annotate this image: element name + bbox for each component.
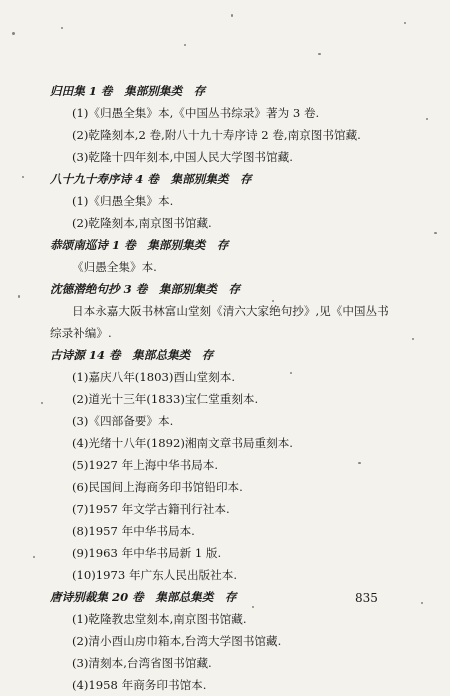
entry-heading: 归田集 1 卷 集部别集类 存 (50, 84, 206, 98)
scan-speckle (426, 118, 428, 120)
page-number: 835 (355, 591, 378, 605)
edition-line: (3)《四部备要》本. (72, 414, 174, 428)
edition-line: (3)乾隆十四年刻本,中国人民大学图书馆藏. (72, 150, 293, 164)
scan-speckle (231, 14, 233, 17)
scan-speckle (12, 32, 15, 35)
entry-heading: 古诗源 14 卷 集部总集类 存 (50, 348, 214, 362)
edition-line: (2)道光十三年(1833)宝仁堂重刻本. (72, 392, 259, 406)
scan-speckle (412, 338, 414, 340)
edition-line: 《归愚全集》本. (72, 260, 157, 274)
scan-speckle (22, 176, 24, 178)
edition-line: (7)1957 年文学古籍刊行社本. (72, 502, 230, 516)
entry-heading: 唐诗别裁集 20 卷 集部总集类 存 (50, 590, 237, 604)
edition-line: (2)乾隆刻本,2 卷,附八十九十寿序诗 2 卷,南京图书馆藏. (72, 128, 361, 142)
edition-line: (1)《归愚全集》本. (72, 194, 174, 208)
scan-speckle (404, 22, 406, 24)
entry-heading: 沈德潜绝句抄 3 卷 集部别集类 存 (50, 282, 241, 296)
edition-line: (4)1958 年商务印书馆本. (72, 678, 207, 692)
scan-speckle (61, 27, 63, 29)
scan-speckle (434, 232, 437, 234)
scan-speckle (41, 402, 43, 404)
edition-line: (5)1927 年上海中华书局本. (72, 458, 219, 472)
edition-line: (8)1957 年中华书局本. (72, 524, 195, 538)
scan-speckle (33, 556, 35, 558)
edition-line: (6)民国间上海商务印书馆铅印本. (72, 480, 243, 494)
edition-line-continuation: 综录补编》. (50, 326, 112, 340)
edition-line: (3)清刻本,台湾省图书馆藏. (72, 656, 212, 670)
edition-line: (2)清小酉山房巾箱本,台湾大学图书馆藏. (72, 634, 282, 648)
scan-speckle (184, 44, 186, 46)
entry-heading: 恭颂南巡诗 1 卷 集部别集类 存 (50, 238, 229, 252)
entry-heading: 八十九十寿序诗 4 卷 集部别集类 存 (50, 172, 252, 186)
scan-speckle (18, 295, 20, 298)
edition-line: (1)《归愚全集》本,《中国丛书综录》著为 3 卷. (72, 106, 320, 120)
edition-line: (10)1973 年广东人民出版社本. (72, 568, 238, 582)
edition-line: 日本永嘉大阪书林富山堂刻《清六大家绝句抄》,见《中国丛书 (72, 304, 389, 318)
edition-line: (9)1963 年中华书局新 1 版. (72, 546, 222, 560)
edition-line: (1)嘉庆八年(1803)酉山堂刻本. (72, 370, 236, 384)
edition-line: (2)乾隆刻本,南京图书馆藏. (72, 216, 212, 230)
scan-speckle (421, 602, 423, 604)
edition-line: (1)乾隆教忠堂刻本,南京图书馆藏. (72, 612, 247, 626)
scan-speckle (318, 53, 321, 55)
edition-line: (4)光绪十八年(1892)湘南文章书局重刻本. (72, 436, 293, 450)
